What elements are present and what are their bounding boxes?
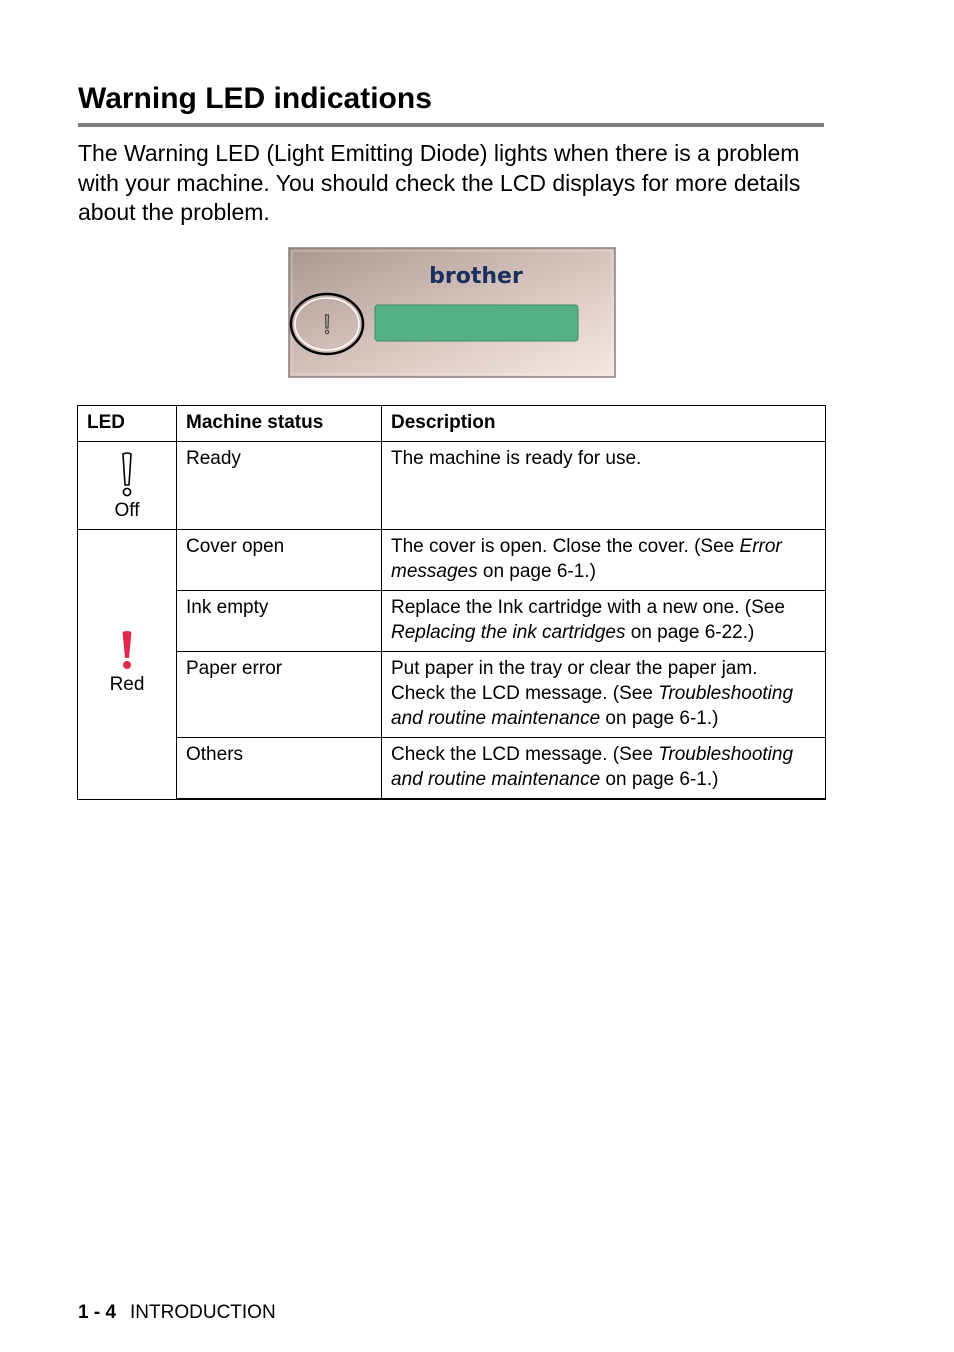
led-red-label: Red (109, 673, 145, 695)
header-led: LED (78, 406, 177, 442)
description-cell: Put paper in the tray or clear the paper jam. Check the LCD message. (See Troubleshooting and routine maintenance on page 6-1.) (382, 652, 826, 738)
status-cell: Others (177, 738, 382, 800)
description-cell: The cover is open. Close the cover. (See Error messages on page 6-1.) (382, 530, 826, 591)
table-header-row (78, 406, 826, 442)
table-row (78, 442, 826, 530)
lcd-display (375, 305, 578, 341)
table-row (78, 530, 826, 591)
status-cell: Cover open (177, 530, 382, 591)
status-cell: Ink empty (177, 591, 382, 652)
page-footer (78, 1301, 276, 1325)
led-red-cell (78, 530, 177, 800)
status-cell: Paper error (177, 652, 382, 738)
page-title: Warning LED indications (78, 82, 432, 115)
header-description: Description (382, 406, 826, 442)
led-red-icon (117, 630, 137, 672)
led-off-label: Off (114, 500, 140, 521)
table-row (78, 591, 826, 652)
led-off-cell (78, 442, 177, 530)
control-panel-graphic (288, 247, 616, 378)
brand-logo: brother (429, 264, 523, 289)
table-row (78, 652, 826, 738)
description-cell: The machine is ready for use. (382, 442, 826, 530)
description-cell: Replace the Ink cartridge with a new one. (See Replacing the ink cartridges on page 6-22.) (382, 591, 826, 652)
status-cell: Ready (177, 442, 382, 530)
led-status-table (77, 405, 826, 800)
page-number: 1 - 4 (78, 1302, 117, 1323)
description-cell: Check the LCD message. (See Troubleshooting and routine maintenance on page 6-1.) (382, 738, 826, 800)
header-machine-status: Machine status (177, 406, 382, 442)
intro-paragraph: The Warning LED (Light Emitting Diode) lights when there is a problem with your machine. You should check the LCD displays for more details about the problem. (78, 140, 801, 225)
led-off-icon (117, 452, 137, 498)
section-name: INTRODUCTION (130, 1302, 276, 1323)
table-row (78, 738, 826, 800)
control-panel-illustration (288, 247, 616, 378)
title-divider (78, 123, 824, 127)
